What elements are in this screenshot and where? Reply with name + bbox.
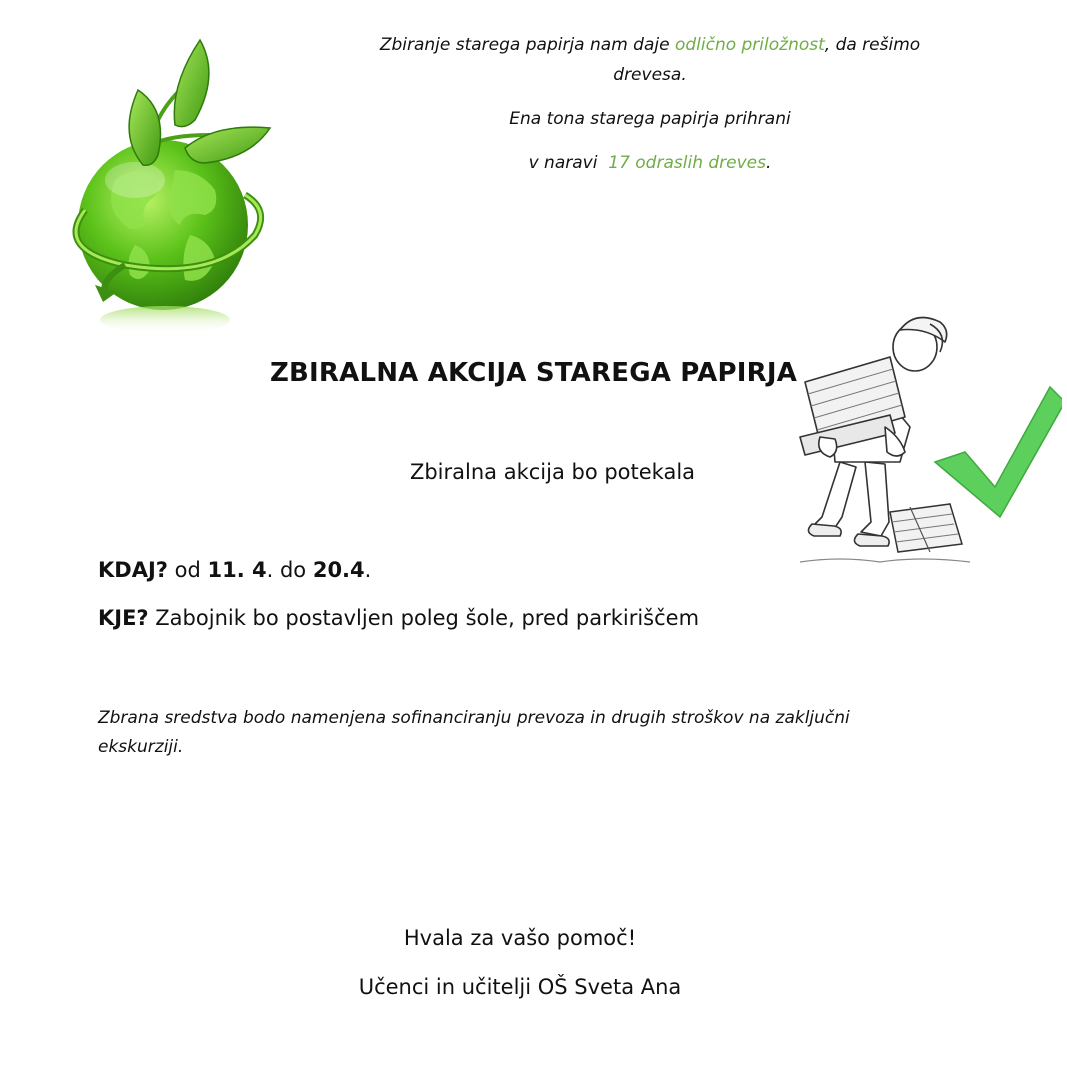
paper-carrier-illustration — [790, 312, 1062, 580]
thanks-text: Hvala za vašo pomoč! — [403, 926, 637, 950]
intro-line-1: Zbiranje starega papirja nam daje odlično priložnost, da rešimo drevesa. — [379, 35, 921, 85]
where-label: KJE? — [98, 606, 149, 630]
intro-line-2: Ena tona starega papirja prihrani — [509, 109, 791, 129]
checkmark-icon — [935, 387, 1062, 517]
intro-text — [350, 30, 950, 192]
where-text: Zabojnik bo postavljen poleg šole, pred parkiriščem — [148, 606, 700, 630]
when-row: KDAJ? od 11. 4. do 20.4. — [98, 558, 372, 582]
subtitle: Zbiralna akcija bo potekala — [409, 460, 696, 484]
recycle-globe-icon — [55, 30, 275, 340]
intro-line-3: v naravi 17 odraslih dreves. — [528, 153, 772, 173]
funding-note: Zbrana sredstva bodo namenjena sofinanciranju prevoza in drugih stroškov na zaključni ekskurziji. — [98, 708, 850, 757]
intro-highlight-opportunity: odlično priložnost — [674, 35, 825, 55]
signature-text: Učenci in učitelji OŠ Sveta Ana — [358, 975, 682, 999]
when-from-date: 11. 4 — [207, 558, 267, 582]
page-title: ZBIRALNA AKCIJA STAREGA PAPIRJA — [269, 358, 798, 388]
intro-highlight-trees: 17 odraslih dreves — [608, 153, 766, 173]
when-to-date: 20.4 — [312, 558, 365, 582]
when-label: KDAJ? — [98, 558, 168, 582]
where-row — [98, 606, 699, 630]
